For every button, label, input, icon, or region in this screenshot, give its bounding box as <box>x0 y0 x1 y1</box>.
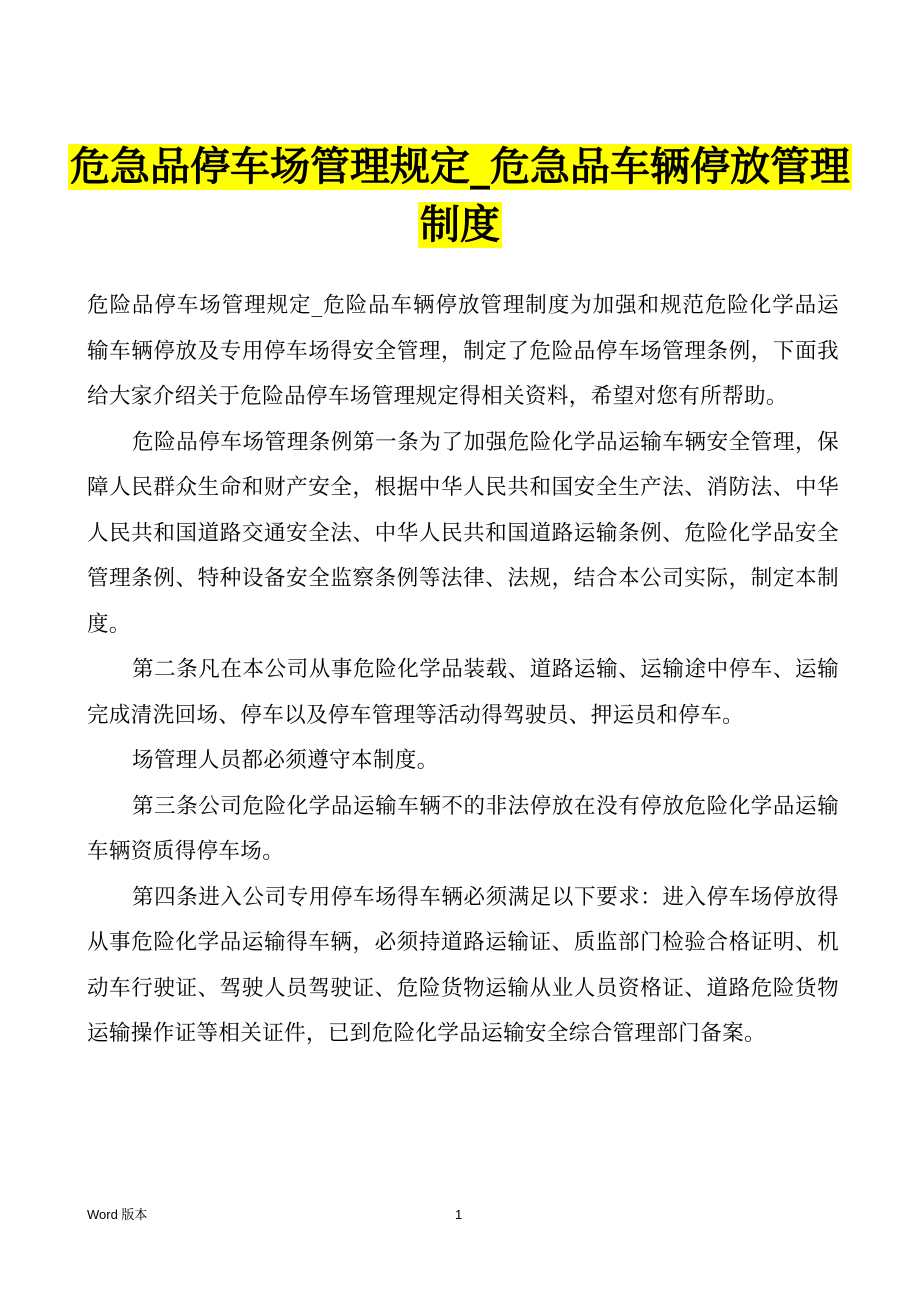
intro-paragraph: 危险品停车场管理规定_危险品车辆停放管理制度为加强和规范危险化学品运输车辆停放及专用停车场得安全管理，制定了危险品停车场管理条例，下面我给大家介绍关于危险品停车场管理规定得相关资料，希望对您有所帮助。 <box>87 293 839 409</box>
article-2-paragraph: 第二条凡在本公司从事危险化学品装载、道路运输、运输途中停车、运输完成清洗回场、停车以及停车管理等活动得驾驶员、押运员和停车。 <box>87 657 839 728</box>
article-2-continuation: 场管理人员都必须遵守本制度。 <box>132 748 439 773</box>
document-body <box>87 283 839 1057</box>
footer-page-number: 1 <box>455 1207 463 1222</box>
article-1-paragraph: 危险品停车场管理条例第一条为了加强危险化学品运输车辆安全管理，保障人民群众生命和财产安全，根据中华人民共和国安全生产法、消防法、中华人民共和国道路交通安全法、中华人民共和国道路运输条例、危险化学品安全管理条例、特种设备安全监察条例等法律、法规，结合本公司实际，制定本制度。 <box>87 429 839 637</box>
article-3-paragraph: 第三条公司危险化学品运输车辆不的非法停放在没有停放危险化学品运输车辆资质得停车场。 <box>87 793 839 864</box>
document-title <box>60 138 860 254</box>
title-highlight: 危急品停车场管理规定_危急品车辆停放管理制度 <box>70 144 850 248</box>
footer-version-label: Word 版本 <box>87 1207 148 1222</box>
article-4-paragraph: 第四条进入公司专用停车场得车辆必须满足以下要求：进入停车场停放得从事危险化学品运输得车辆，必须持道路运输证、质监部门检验合格证明、机动车行驶证、驾驶人员驾驶证、危险货物运输从业人员资格证、道路危险货物运输操作证等相关证件，已到危险化学品运输安全综合管理部门备案。 <box>87 884 839 1046</box>
